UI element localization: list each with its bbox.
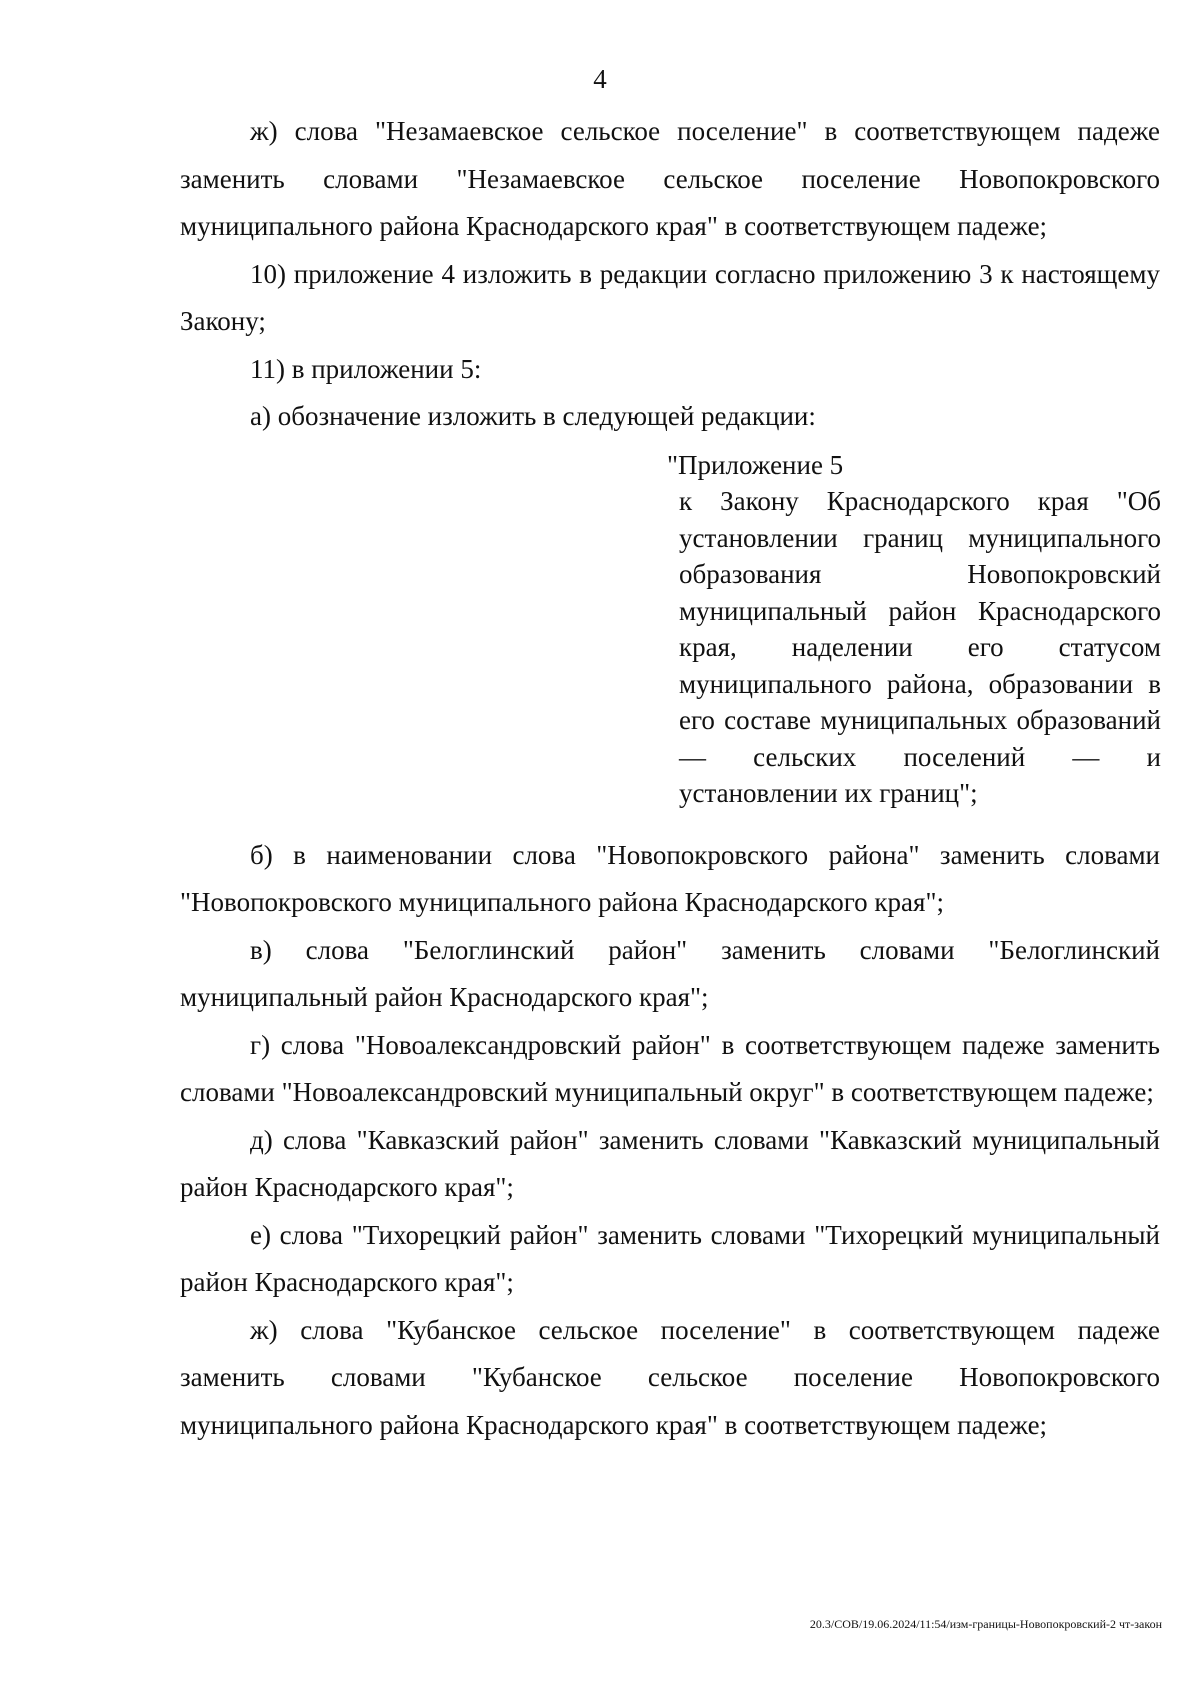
paragraph-e: е) слова "Тихорецкий район" заменить словами "Тихорецкий муниципальный район Краснодарского края"; — [180, 1219, 1160, 1297]
paragraph-10: 10) приложение 4 изложить в редакции согласно приложению 3 к настоящему Закону; — [180, 258, 1160, 336]
paragraph-g: г) слова "Новоалександровский район" в соответствующем падеже заменить словами "Новоалександровский муниципальный округ" в соответствующем падеже; — [180, 1029, 1160, 1107]
paragraph-zh-2: ж) слова "Кубанское сельское поселение" в соответствующем падеже заменить словами "Кубанское сельское поселение Новопокровского муниципального района Краснодарского края" в соответствующем падеже; — [180, 1314, 1160, 1440]
paragraph-v: в) слова "Белоглинский район" заменить словами "Белоглинский муниципальный район Краснодарского края"; — [180, 934, 1160, 1012]
page-number: 4 — [593, 64, 607, 94]
paragraph-d: д) слова "Кавказский район" заменить словами "Кавказский муниципальный район Краснодарского края"; — [180, 1124, 1160, 1202]
paragraph-11: 11) в приложении 5: — [250, 353, 482, 384]
appendix-text: к Закону Краснодарского края "Об установлении границ муниципального образования Новопокровский муниципальный район Краснодарского края, наделении его статусом муниципального района, образовании в его составе муниципальных образований — сельских поселений — и установлении их границ"; — [679, 486, 1161, 808]
paragraph-b: б) в наименовании слова "Новопокровского района" заменить словами "Новопокровского муниципального района Краснодарского края"; — [180, 839, 1160, 917]
appendix-heading-block — [667, 447, 1161, 812]
appendix-title: "Приложение 5 — [667, 449, 844, 480]
document-body — [180, 108, 1160, 1449]
document-footer-code: 20.3/СОВ/19.06.2024/11:54/изм-границы-Новопокровский-2 чт-закон — [809, 1617, 1162, 1631]
paragraph-a: а) обозначение изложить в следующей редакции: — [250, 401, 816, 431]
paragraph-zh-1: ж) слова "Незамаевское сельское поселение" в соответствующем падеже заменить словами "Незамаевское сельское поселение Новопокровского муниципального района Краснодарского края" в соответствующем падеже; — [180, 116, 1160, 241]
